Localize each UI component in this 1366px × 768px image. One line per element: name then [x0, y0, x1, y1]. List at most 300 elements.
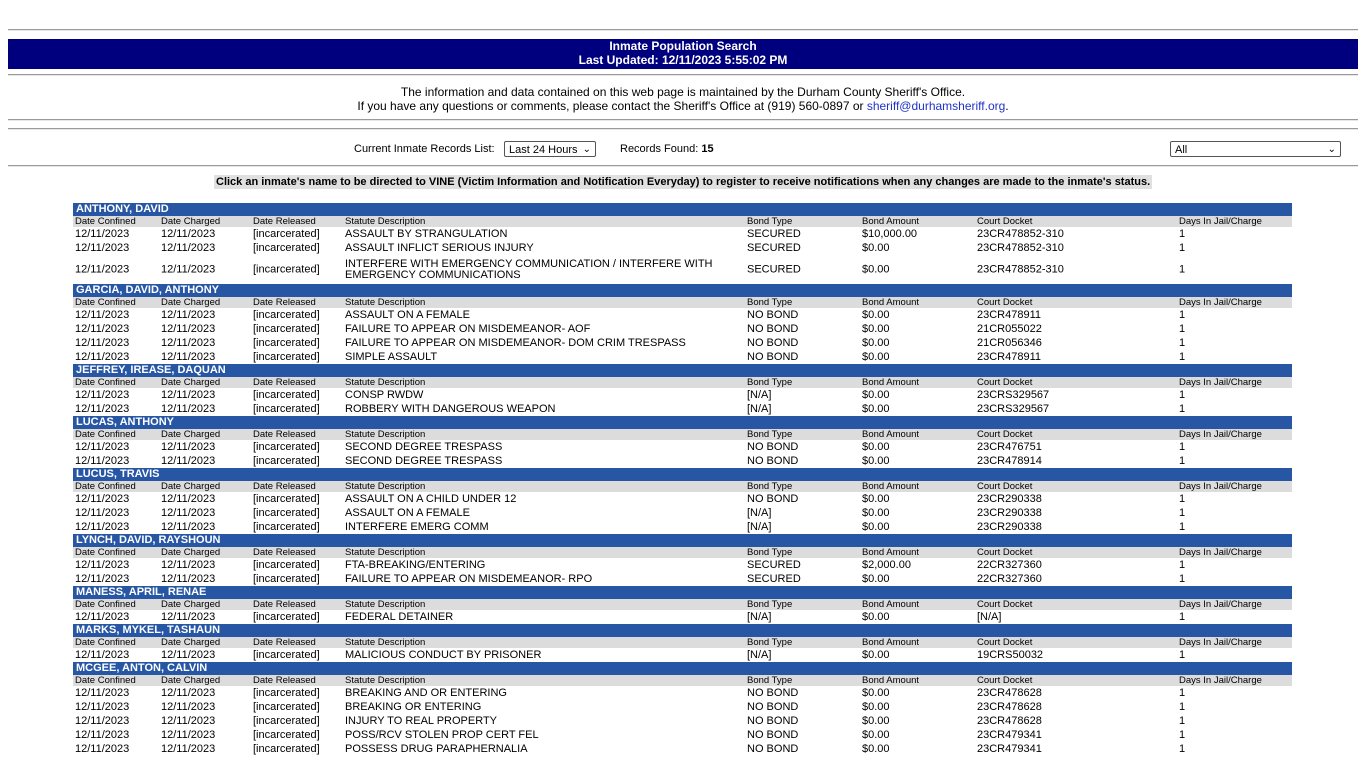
column-header-statute-description: Statute Description: [345, 637, 426, 648]
cell-statute-description: BREAKING AND OR ENTERING: [345, 687, 507, 699]
cell-bond-amount: $0.00: [862, 441, 890, 453]
cell-date-released: [incarcerated]: [253, 573, 320, 585]
cell-date-charged: 12/11/2023: [161, 323, 216, 335]
cell-date-released: [incarcerated]: [253, 729, 320, 741]
cell-court-docket: 23CR290338: [977, 521, 1042, 533]
inmate-table: [73, 203, 1292, 756]
cell-court-docket: 23CR479341: [977, 743, 1042, 755]
column-header-statute-description: Statute Description: [345, 377, 426, 388]
column-header-court-docket: Court Docket: [977, 547, 1033, 558]
cell-date-charged: 12/11/2023: [161, 263, 216, 275]
cell-date-charged: 12/11/2023: [161, 228, 216, 240]
column-header-date-confined: Date Confined: [75, 599, 136, 610]
cell-date-confined: 12/11/2023: [75, 228, 130, 240]
cell-date-released: [incarcerated]: [253, 521, 320, 533]
cell-bond-type: NO BOND: [747, 441, 799, 453]
cell-court-docket: [N/A]: [977, 611, 1002, 623]
table-row: [73, 728, 1292, 742]
last-updated: Last Updated: 12/11/2023 5:55:02 PM: [578, 53, 788, 67]
records-list-select[interactable]: [504, 141, 596, 157]
cell-bond-type: NO BOND: [747, 337, 799, 349]
cell-date-charged: 12/11/2023: [161, 403, 216, 415]
cell-statute-description: ROBBERY WITH DANGEROUS WEAPON: [345, 403, 556, 415]
cell-date-confined: 12/11/2023: [75, 242, 130, 254]
cell-bond-amount: $0.00: [862, 403, 890, 415]
cell-date-released: [incarcerated]: [253, 228, 320, 240]
cell-date-confined: 12/11/2023: [75, 493, 130, 505]
page-banner: [8, 39, 1358, 69]
cell-days-in-jail: 1: [1179, 337, 1186, 349]
column-header-court-docket: Court Docket: [977, 637, 1033, 648]
cell-court-docket: 23CR478628: [977, 715, 1042, 727]
divider: [8, 74, 1358, 76]
cell-days-in-jail: 1: [1179, 403, 1186, 415]
column-header-date-charged: Date Charged: [161, 297, 221, 308]
table-row: [73, 686, 1292, 700]
cell-bond-amount: $0.00: [862, 309, 890, 321]
column-header-days-in-jail: Days In Jail/Charge: [1179, 297, 1262, 308]
cell-date-released: [incarcerated]: [253, 687, 320, 699]
filter-select[interactable]: [1170, 141, 1341, 157]
cell-days-in-jail: 1: [1179, 493, 1186, 505]
column-header-date-charged: Date Charged: [161, 547, 221, 558]
cell-statute-description: ASSAULT BY STRANGULATION: [345, 228, 508, 240]
table-row: [73, 520, 1292, 534]
column-header-bond-amount: Bond Amount: [862, 675, 920, 686]
inmate-name-link[interactable]: GARCIA, DAVID, ANTHONY: [73, 284, 1292, 297]
cell-bond-amount: $0.00: [862, 687, 890, 699]
column-header-date-confined: Date Confined: [75, 637, 136, 648]
column-header-days-in-jail: Days In Jail/Charge: [1179, 675, 1262, 686]
inmate-name-link[interactable]: LUCAS, ANTHONY: [73, 416, 1292, 429]
cell-date-confined: 12/11/2023: [75, 743, 130, 755]
cell-date-charged: 12/11/2023: [161, 309, 216, 321]
table-row: [73, 322, 1292, 336]
cell-bond-amount: $0.00: [862, 337, 890, 349]
column-header-bond-type: Bond Type: [747, 377, 793, 388]
column-header-date-charged: Date Charged: [161, 637, 221, 648]
cell-date-confined: 12/11/2023: [75, 649, 130, 661]
column-header-bond-type: Bond Type: [747, 637, 793, 648]
column-header-court-docket: Court Docket: [977, 297, 1033, 308]
column-header-bond-type: Bond Type: [747, 599, 793, 610]
cell-date-released: [incarcerated]: [253, 337, 320, 349]
cell-date-charged: 12/11/2023: [161, 743, 216, 755]
inmate-name-link[interactable]: MCGEE, ANTON, CALVIN: [73, 662, 1292, 675]
inmate-name-link[interactable]: ANTHONY, DAVID: [73, 203, 1292, 216]
cell-date-charged: 12/11/2023: [161, 715, 216, 727]
cell-days-in-jail: 1: [1179, 455, 1186, 467]
cell-days-in-jail: 1: [1179, 649, 1186, 661]
table-row: [73, 610, 1292, 624]
cell-bond-amount: $0.00: [862, 701, 890, 713]
chevron-down-icon: ⌄: [582, 144, 591, 155]
cell-date-released: [incarcerated]: [253, 611, 320, 623]
inmate-name-link[interactable]: LYNCH, DAVID, RAYSHOUN: [73, 534, 1292, 547]
cell-date-confined: 12/11/2023: [75, 729, 130, 741]
cell-bond-type: [N/A]: [747, 403, 772, 415]
filter-value: All: [1175, 144, 1188, 156]
cell-date-released: [incarcerated]: [253, 743, 320, 755]
cell-days-in-jail: 1: [1179, 687, 1186, 699]
cell-statute-description: SECOND DEGREE TRESPASS: [345, 455, 503, 467]
divider: [8, 128, 1358, 130]
column-header-row: [73, 377, 1292, 388]
cell-bond-amount: $0.00: [862, 389, 890, 401]
cell-date-released: [incarcerated]: [253, 389, 320, 401]
cell-bond-type: NO BOND: [747, 323, 799, 335]
cell-date-confined: 12/11/2023: [75, 559, 130, 571]
column-header-date-charged: Date Charged: [161, 429, 221, 440]
column-header-row: [73, 547, 1292, 558]
cell-days-in-jail: 1: [1179, 441, 1186, 453]
cell-bond-type: SECURED: [747, 263, 801, 275]
column-header-date-charged: Date Charged: [161, 675, 221, 686]
column-header-date-confined: Date Confined: [75, 547, 136, 558]
column-header-bond-type: Bond Type: [747, 481, 793, 492]
cell-date-confined: 12/11/2023: [75, 701, 130, 713]
column-header-bond-amount: Bond Amount: [862, 377, 920, 388]
cell-days-in-jail: 1: [1179, 729, 1186, 741]
column-header-date-released: Date Released: [253, 481, 316, 492]
cell-bond-type: [N/A]: [747, 611, 772, 623]
column-header-bond-type: Bond Type: [747, 297, 793, 308]
cell-date-confined: 12/11/2023: [75, 351, 130, 363]
column-header-date-confined: Date Confined: [75, 675, 136, 686]
column-header-bond-amount: Bond Amount: [862, 599, 920, 610]
column-header-row: [73, 429, 1292, 440]
cell-date-released: [incarcerated]: [253, 493, 320, 505]
cell-bond-type: SECURED: [747, 242, 801, 254]
column-header-date-charged: Date Charged: [161, 377, 221, 388]
cell-court-docket: 23CR479341: [977, 729, 1042, 741]
cell-bond-amount: $0.00: [862, 455, 890, 467]
cell-bond-amount: $0.00: [862, 611, 890, 623]
column-header-row: [73, 216, 1292, 227]
cell-date-confined: 12/11/2023: [75, 521, 130, 533]
cell-bond-type: [N/A]: [747, 521, 772, 533]
cell-statute-description: POSS/RCV STOLEN PROP CERT FEL: [345, 729, 539, 741]
cell-date-released: [incarcerated]: [253, 507, 320, 519]
cell-statute-description: ASSAULT ON A CHILD UNDER 12: [345, 493, 517, 505]
cell-date-charged: 12/11/2023: [161, 521, 216, 533]
column-header-date-charged: Date Charged: [161, 599, 221, 610]
cell-bond-amount: $0.00: [862, 493, 890, 505]
cell-date-released: [incarcerated]: [253, 441, 320, 453]
cell-date-confined: 12/11/2023: [75, 403, 130, 415]
cell-date-charged: 12/11/2023: [161, 455, 216, 467]
cell-date-released: [incarcerated]: [253, 559, 320, 571]
cell-date-charged: 12/11/2023: [161, 493, 216, 505]
cell-date-charged: 12/11/2023: [161, 649, 216, 661]
cell-days-in-jail: 1: [1179, 309, 1186, 321]
cell-days-in-jail: 1: [1179, 228, 1186, 240]
column-header-date-confined: Date Confined: [75, 481, 136, 492]
cell-statute-description: FAILURE TO APPEAR ON MISDEMEANOR- DOM CRIM TRESPASS: [345, 337, 686, 349]
cell-days-in-jail: 1: [1179, 701, 1186, 713]
column-header-date-released: Date Released: [253, 637, 316, 648]
column-header-bond-amount: Bond Amount: [862, 429, 920, 440]
column-header-statute-description: Statute Description: [345, 547, 426, 558]
inmate-name-link[interactable]: LUCUS, TRAVIS: [73, 468, 1292, 481]
cell-court-docket: 19CRS50032: [977, 649, 1044, 661]
column-header-court-docket: Court Docket: [977, 429, 1033, 440]
cell-date-confined: 12/11/2023: [75, 715, 130, 727]
cell-date-charged: 12/11/2023: [161, 507, 216, 519]
column-header-bond-type: Bond Type: [747, 547, 793, 558]
column-header-row: [73, 637, 1292, 648]
column-header-date-released: Date Released: [253, 216, 316, 227]
cell-date-charged: 12/11/2023: [161, 337, 216, 349]
cell-date-charged: 12/11/2023: [161, 389, 216, 401]
cell-statute-description: ASSAULT ON A FEMALE: [345, 507, 470, 519]
column-header-row: [73, 297, 1292, 308]
divider: [8, 119, 1358, 121]
column-header-statute-description: Statute Description: [345, 297, 426, 308]
cell-court-docket: 22CR327360: [977, 573, 1042, 585]
cell-statute-description: SECOND DEGREE TRESPASS: [345, 441, 503, 453]
records-found: Records Found: 15: [620, 143, 714, 155]
cell-court-docket: 23CR476751: [977, 441, 1042, 453]
cell-court-docket: 23CR478628: [977, 687, 1042, 699]
cell-date-released: [incarcerated]: [253, 263, 320, 275]
cell-date-released: [incarcerated]: [253, 323, 320, 335]
cell-court-docket: 23CR478628: [977, 701, 1042, 713]
cell-statute-description: FAILURE TO APPEAR ON MISDEMEANOR- RPO: [345, 573, 593, 585]
table-row: [73, 336, 1292, 350]
cell-statute-description: ASSAULT INFLICT SERIOUS INJURY: [345, 242, 534, 254]
cell-date-charged: 12/11/2023: [161, 729, 216, 741]
column-header-date-released: Date Released: [253, 599, 316, 610]
column-header-date-confined: Date Confined: [75, 377, 136, 388]
cell-date-released: [incarcerated]: [253, 649, 320, 661]
cell-date-charged: 12/11/2023: [161, 687, 216, 699]
cell-days-in-jail: 1: [1179, 521, 1186, 533]
column-header-court-docket: Court Docket: [977, 675, 1033, 686]
cell-bond-amount: $0.00: [862, 351, 890, 363]
cell-statute-description: FAILURE TO APPEAR ON MISDEMEANOR- AOF: [345, 323, 591, 335]
cell-date-confined: 12/11/2023: [75, 455, 130, 467]
cell-bond-type: [N/A]: [747, 507, 772, 519]
cell-bond-amount: $0.00: [862, 715, 890, 727]
cell-bond-type: NO BOND: [747, 455, 799, 467]
column-header-court-docket: Court Docket: [977, 599, 1033, 610]
cell-statute-description: ASSAULT ON A FEMALE: [345, 309, 470, 321]
cell-bond-amount: $0.00: [862, 573, 890, 585]
cell-bond-amount: $0.00: [862, 263, 890, 275]
cell-date-confined: 12/11/2023: [75, 611, 130, 623]
cell-days-in-jail: 1: [1179, 389, 1186, 401]
column-header-bond-amount: Bond Amount: [862, 547, 920, 558]
cell-court-docket: 22CR327360: [977, 559, 1042, 571]
cell-bond-type: SECURED: [747, 573, 801, 585]
column-header-court-docket: Court Docket: [977, 377, 1033, 388]
records-list-value: Last 24 Hours: [509, 144, 578, 156]
column-header-date-released: Date Released: [253, 675, 316, 686]
table-row: [73, 506, 1292, 520]
table-row: [73, 714, 1292, 728]
cell-days-in-jail: 1: [1179, 351, 1186, 363]
column-header-days-in-jail: Days In Jail/Charge: [1179, 429, 1262, 440]
inmate-name-link[interactable]: JEFFREY, IREASE, DAQUAN: [73, 364, 1292, 377]
records-count: 15: [701, 143, 714, 155]
cell-date-released: [incarcerated]: [253, 309, 320, 321]
column-header-date-released: Date Released: [253, 377, 316, 388]
column-header-bond-type: Bond Type: [747, 216, 793, 227]
info-line-2: If you have any questions or comments, please contact the Sheriff's Office at (919) 560-0897 or sheriff@durhamsheriff.org.: [357, 99, 1009, 113]
table-row: [73, 648, 1292, 662]
cell-court-docket: 23CR478914: [977, 455, 1042, 467]
table-row: [73, 227, 1292, 241]
cell-statute-description: SIMPLE ASSAULT: [345, 351, 438, 363]
column-header-bond-type: Bond Type: [747, 675, 793, 686]
cell-court-docket: 23CR290338: [977, 493, 1042, 505]
cell-date-released: [incarcerated]: [253, 242, 320, 254]
cell-days-in-jail: 1: [1179, 573, 1186, 585]
cell-bond-type: NO BOND: [747, 743, 799, 755]
cell-days-in-jail: 1: [1179, 507, 1186, 519]
column-header-date-confined: Date Confined: [75, 216, 136, 227]
column-header-date-released: Date Released: [253, 547, 316, 558]
cell-bond-type: NO BOND: [747, 715, 799, 727]
cell-bond-type: NO BOND: [747, 687, 799, 699]
cell-statute-description: INJURY TO REAL PROPERTY: [345, 715, 498, 727]
cell-bond-amount: $0.00: [862, 521, 890, 533]
cell-court-docket: 23CR478911: [977, 309, 1042, 321]
column-header-bond-amount: Bond Amount: [862, 216, 920, 227]
table-row: [73, 558, 1292, 572]
table-row: [73, 402, 1292, 416]
column-header-statute-description: Statute Description: [345, 481, 426, 492]
cell-court-docket: 23CRS329567: [977, 389, 1050, 401]
column-header-row: [73, 481, 1292, 492]
column-header-days-in-jail: Days In Jail/Charge: [1179, 481, 1262, 492]
column-header-court-docket: Court Docket: [977, 481, 1033, 492]
cell-bond-type: SECURED: [747, 228, 801, 240]
column-header-row: [73, 599, 1292, 610]
page-title: Inmate Population Search: [609, 39, 757, 53]
table-row: [73, 454, 1292, 468]
cell-statute-description: BREAKING OR ENTERING: [345, 701, 482, 713]
column-header-bond-type: Bond Type: [747, 429, 793, 440]
cell-bond-amount: $0.00: [862, 507, 890, 519]
records-list-label: Current Inmate Records List:: [354, 143, 495, 155]
cell-bond-amount: $0.00: [862, 729, 890, 741]
cell-statute-description: POSSESS DRUG PARAPHERNALIA: [345, 743, 528, 755]
column-header-bond-amount: Bond Amount: [862, 637, 920, 648]
cell-statute-description: CONSP RWDW: [345, 389, 424, 401]
table-row: [73, 440, 1292, 454]
cell-date-charged: 12/11/2023: [161, 611, 216, 623]
cell-statute-description: FEDERAL DETAINER: [345, 611, 454, 623]
divider: [8, 165, 1358, 167]
column-header-date-confined: Date Confined: [75, 429, 136, 440]
inmate-name-link[interactable]: MARKS, MYKEL, TASHAUN: [73, 624, 1292, 637]
cell-date-confined: 12/11/2023: [75, 507, 130, 519]
cell-date-released: [incarcerated]: [253, 715, 320, 727]
column-header-court-docket: Court Docket: [977, 216, 1033, 227]
cell-bond-type: NO BOND: [747, 493, 799, 505]
info-block: [8, 85, 1358, 113]
cell-days-in-jail: 1: [1179, 263, 1186, 275]
column-header-days-in-jail: Days In Jail/Charge: [1179, 637, 1262, 648]
cell-statute-description: INTERFERE EMERG COMM: [345, 521, 489, 533]
cell-bond-amount: $0.00: [862, 649, 890, 661]
table-row: [73, 572, 1292, 586]
table-row: [73, 492, 1292, 506]
column-header-row: [73, 675, 1292, 686]
cell-date-charged: 12/11/2023: [161, 441, 216, 453]
column-header-date-released: Date Released: [253, 429, 316, 440]
column-header-date-charged: Date Charged: [161, 216, 221, 227]
column-header-date-confined: Date Confined: [75, 297, 136, 308]
cell-date-confined: 12/11/2023: [75, 441, 130, 453]
column-header-date-charged: Date Charged: [161, 481, 221, 492]
cell-date-confined: 12/11/2023: [75, 263, 130, 275]
table-row: [73, 388, 1292, 402]
cell-court-docket: 23CR290338: [977, 507, 1042, 519]
sheriff-email-link[interactable]: sheriff@durhamsheriff.org: [866, 99, 1006, 113]
cell-date-released: [incarcerated]: [253, 351, 320, 363]
inmate-name-link[interactable]: MANESS, APRIL, RENAE: [73, 586, 1292, 599]
cell-court-docket: 23CR478911: [977, 351, 1042, 363]
cell-date-confined: 12/11/2023: [75, 687, 130, 699]
cell-date-released: [incarcerated]: [253, 455, 320, 467]
cell-date-released: [incarcerated]: [253, 403, 320, 415]
column-header-statute-description: Statute Description: [345, 216, 426, 227]
cell-date-charged: 12/11/2023: [161, 351, 216, 363]
cell-statute-description: MALICIOUS CONDUCT BY PRISONER: [345, 649, 542, 661]
column-header-days-in-jail: Days In Jail/Charge: [1179, 377, 1262, 388]
cell-date-charged: 12/11/2023: [161, 573, 216, 585]
cell-bond-type: [N/A]: [747, 389, 772, 401]
table-row: [73, 350, 1292, 364]
cell-date-charged: 12/11/2023: [161, 701, 216, 713]
chevron-down-icon: ⌄: [1327, 144, 1336, 155]
cell-date-confined: 12/11/2023: [75, 323, 130, 335]
vine-instructions: Click an inmate's name to be directed to VINE (Victim Information and Notification Everyday) to register to receive notifications when any changes are made to the inmate's status.: [216, 176, 1151, 188]
cell-date-charged: 12/11/2023: [161, 559, 216, 571]
cell-bond-amount: $2,000.00: [862, 559, 911, 571]
cell-days-in-jail: 1: [1179, 715, 1186, 727]
column-header-statute-description: Statute Description: [345, 599, 426, 610]
cell-bond-type: NO BOND: [747, 729, 799, 741]
column-header-statute-description: Statute Description: [345, 429, 426, 440]
column-header-days-in-jail: Days In Jail/Charge: [1179, 599, 1262, 610]
table-row: [73, 255, 1292, 284]
cell-date-confined: 12/11/2023: [75, 309, 130, 321]
table-row: [73, 700, 1292, 714]
cell-statute-description: INTERFERE WITH EMERGENCY COMMUNICATION / INTERFERE WITH EMERGENCY COMMUNICATIONS: [345, 257, 713, 281]
divider: [8, 29, 1358, 31]
cell-date-confined: 12/11/2023: [75, 389, 130, 401]
cell-bond-type: NO BOND: [747, 309, 799, 321]
cell-court-docket: 21CR055022: [977, 323, 1042, 335]
column-header-days-in-jail: Days In Jail/Charge: [1179, 216, 1262, 227]
cell-days-in-jail: 1: [1179, 242, 1186, 254]
cell-bond-type: NO BOND: [747, 701, 799, 713]
column-header-bond-amount: Bond Amount: [862, 297, 920, 308]
table-row: [73, 241, 1292, 255]
cell-statute-description: FTA-BREAKING/ENTERING: [345, 559, 486, 571]
cell-bond-type: NO BOND: [747, 351, 799, 363]
cell-bond-type: [N/A]: [747, 649, 772, 661]
cell-date-confined: 12/11/2023: [75, 573, 130, 585]
cell-court-docket: 23CR478852-310: [977, 263, 1064, 275]
cell-bond-amount: $0.00: [862, 242, 890, 254]
cell-date-confined: 12/11/2023: [75, 337, 130, 349]
table-row: [73, 308, 1292, 322]
